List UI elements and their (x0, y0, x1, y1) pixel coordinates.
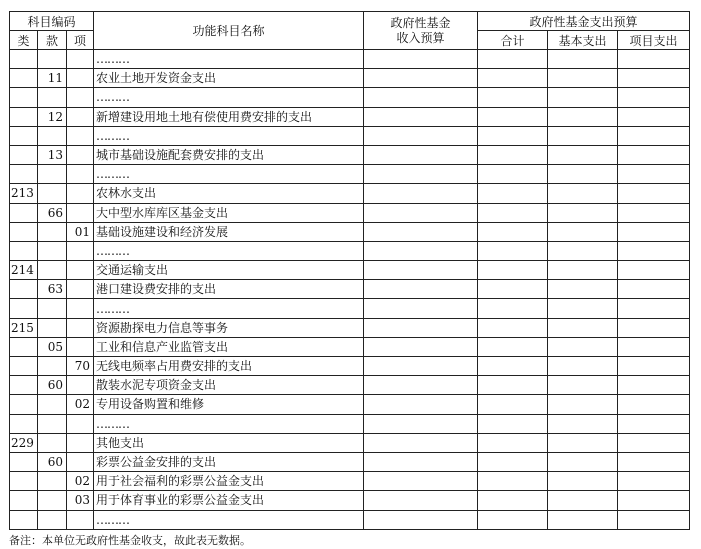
kuan-code-cell (38, 50, 67, 69)
project-cell (618, 88, 690, 107)
income-cell (364, 433, 478, 452)
table-body (10, 50, 690, 530)
income-cell (364, 472, 478, 491)
income-cell (364, 299, 478, 318)
subject-name-cell: 彩票公益金安排的支出 (94, 452, 364, 471)
income-cell (364, 452, 478, 471)
total-cell (478, 395, 548, 414)
table-row (10, 280, 690, 299)
income-cell (364, 126, 478, 145)
xiang-code-cell (67, 510, 94, 529)
basic-cell (548, 203, 618, 222)
table-row (10, 433, 690, 452)
subject-name-cell: 散装水泥专项资金支出 (94, 376, 364, 395)
kuan-code-cell (38, 165, 67, 184)
income-cell (364, 165, 478, 184)
lei-code-cell (10, 337, 38, 356)
project-cell (618, 395, 690, 414)
subject-name-cell: 农林水支出 (94, 184, 364, 203)
project-cell (618, 510, 690, 529)
income-cell (364, 241, 478, 260)
subject-name-cell: 基础设施建设和经济发展 (94, 222, 364, 241)
xiang-code-cell (67, 452, 94, 471)
subject-name-cell: ……… (94, 510, 364, 529)
total-cell (478, 88, 548, 107)
basic-cell (548, 452, 618, 471)
income-cell (364, 222, 478, 241)
income-cell (364, 88, 478, 107)
project-cell (618, 261, 690, 280)
total-cell (478, 50, 548, 69)
income-header-line1: 政府性基金 (390, 15, 451, 30)
lei-code-cell: 214 (10, 261, 38, 280)
xiang-code-cell (67, 241, 94, 260)
lei-header: 类 (10, 31, 38, 50)
subject-name-cell: ……… (94, 299, 364, 318)
xiang-code-cell: 70 (67, 357, 94, 376)
xiang-code-cell (67, 299, 94, 318)
basic-cell (548, 433, 618, 452)
table-row (10, 299, 690, 318)
subject-name-cell: ……… (94, 88, 364, 107)
income-cell (364, 357, 478, 376)
total-cell (478, 318, 548, 337)
kuan-code-cell (38, 318, 67, 337)
kuan-code-cell (38, 88, 67, 107)
lei-code-cell: 229 (10, 433, 38, 452)
project-cell (618, 337, 690, 356)
subject-name-cell: 资源勘探电力信息等事务 (94, 318, 364, 337)
xiang-code-cell (67, 145, 94, 164)
lei-code-cell (10, 88, 38, 107)
lei-code-cell (10, 107, 38, 126)
kuan-code-cell (38, 395, 67, 414)
income-cell (364, 107, 478, 126)
lei-code-cell (10, 126, 38, 145)
basic-cell (548, 50, 618, 69)
total-cell (478, 299, 548, 318)
xiang-code-cell: 02 (67, 472, 94, 491)
basic-cell (548, 165, 618, 184)
subject-name-cell: 用于社会福利的彩票公益金支出 (94, 472, 364, 491)
project-cell (618, 376, 690, 395)
kuan-code-cell (38, 357, 67, 376)
basic-cell (548, 414, 618, 433)
basic-cell (548, 69, 618, 88)
basic-cell (548, 145, 618, 164)
kuan-header: 款 (38, 31, 67, 50)
code-group-header: 科目编码 (10, 12, 94, 31)
total-cell (478, 452, 548, 471)
kuan-code-cell: 11 (38, 69, 67, 88)
xiang-code-cell (67, 337, 94, 356)
kuan-code-cell: 66 (38, 203, 67, 222)
lei-code-cell (10, 145, 38, 164)
project-cell (618, 203, 690, 222)
lei-code-cell (10, 452, 38, 471)
subject-name-cell: ……… (94, 241, 364, 260)
table-row (10, 184, 690, 203)
xiang-code-cell (67, 280, 94, 299)
expense-group-header: 政府性基金支出预算 (478, 12, 690, 31)
xiang-code-cell (67, 50, 94, 69)
subject-name-cell: 无线电频率占用费安排的支出 (94, 357, 364, 376)
kuan-code-cell: 60 (38, 452, 67, 471)
income-cell (364, 261, 478, 280)
kuan-code-cell: 05 (38, 337, 67, 356)
kuan-code-cell (38, 472, 67, 491)
basic-cell (548, 241, 618, 260)
basic-cell (548, 510, 618, 529)
subject-name-cell: 用于体育事业的彩票公益金支出 (94, 491, 364, 510)
project-cell (618, 126, 690, 145)
kuan-code-cell: 63 (38, 280, 67, 299)
xiang-code-cell (67, 165, 94, 184)
footnote: 备注：本单位无政府性基金收支，故此表无数据。 (9, 534, 251, 547)
basic-cell (548, 222, 618, 241)
income-cell (364, 318, 478, 337)
subject-name-cell: 专用设备购置和维修 (94, 395, 364, 414)
table-row (10, 318, 690, 337)
lei-code-cell (10, 50, 38, 69)
xiang-code-cell: 02 (67, 395, 94, 414)
income-cell (364, 491, 478, 510)
project-cell (618, 107, 690, 126)
lei-code-cell (10, 241, 38, 260)
table-row (10, 241, 690, 260)
project-cell (618, 357, 690, 376)
total-cell (478, 357, 548, 376)
income-cell (364, 510, 478, 529)
basic-cell (548, 126, 618, 145)
basic-cell (548, 261, 618, 280)
table-row (10, 88, 690, 107)
name-header: 功能科目名称 (94, 12, 364, 50)
total-cell (478, 203, 548, 222)
total-cell (478, 491, 548, 510)
project-cell (618, 145, 690, 164)
project-header: 项目支出 (618, 31, 690, 50)
total-cell (478, 337, 548, 356)
kuan-code-cell (38, 433, 67, 452)
total-cell (478, 107, 548, 126)
xiang-code-cell (67, 261, 94, 280)
subject-name-cell: 大中型水库库区基金支出 (94, 203, 364, 222)
income-cell (364, 395, 478, 414)
kuan-code-cell: 60 (38, 376, 67, 395)
subject-name-cell: ……… (94, 414, 364, 433)
kuan-code-cell (38, 241, 67, 260)
basic-cell (548, 472, 618, 491)
xiang-header: 项 (67, 31, 94, 50)
project-cell (618, 491, 690, 510)
table-row (10, 261, 690, 280)
income-header-line2: 收入预算 (396, 30, 445, 45)
project-cell (618, 433, 690, 452)
table-row (10, 50, 690, 69)
lei-code-cell (10, 203, 38, 222)
project-cell (618, 472, 690, 491)
subject-name-cell: ……… (94, 126, 364, 145)
project-cell (618, 50, 690, 69)
kuan-code-cell (38, 184, 67, 203)
xiang-code-cell (67, 69, 94, 88)
xiang-code-cell (67, 126, 94, 145)
kuan-code-cell (38, 222, 67, 241)
lei-code-cell (10, 299, 38, 318)
total-header: 合计 (478, 31, 548, 50)
basic-cell (548, 88, 618, 107)
kuan-code-cell (38, 414, 67, 433)
table-row (10, 452, 690, 471)
lei-code-cell (10, 395, 38, 414)
lei-code-cell (10, 491, 38, 510)
kuan-code-cell: 12 (38, 107, 67, 126)
basic-header: 基本支出 (548, 31, 618, 50)
table-row (10, 337, 690, 356)
income-cell (364, 337, 478, 356)
table-row (10, 165, 690, 184)
total-cell (478, 280, 548, 299)
lei-code-cell: 213 (10, 184, 38, 203)
lei-code-cell (10, 510, 38, 529)
project-cell (618, 280, 690, 299)
project-cell (618, 414, 690, 433)
income-cell (364, 414, 478, 433)
total-cell (478, 433, 548, 452)
xiang-code-cell: 03 (67, 491, 94, 510)
project-cell (618, 222, 690, 241)
project-cell (618, 165, 690, 184)
lei-code-cell (10, 376, 38, 395)
table-row (10, 126, 690, 145)
project-cell (618, 241, 690, 260)
lei-code-cell: 215 (10, 318, 38, 337)
basic-cell (548, 318, 618, 337)
lei-code-cell (10, 222, 38, 241)
table-row (10, 222, 690, 241)
total-cell (478, 184, 548, 203)
income-cell (364, 184, 478, 203)
total-cell (478, 69, 548, 88)
table-row (10, 395, 690, 414)
xiang-code-cell (67, 203, 94, 222)
income-cell (364, 376, 478, 395)
basic-cell (548, 491, 618, 510)
table-row (10, 203, 690, 222)
total-cell (478, 261, 548, 280)
table-row (10, 357, 690, 376)
project-cell (618, 452, 690, 471)
total-cell (478, 145, 548, 164)
table-row (10, 69, 690, 88)
income-cell (364, 50, 478, 69)
basic-cell (548, 299, 618, 318)
lei-code-cell (10, 472, 38, 491)
lei-code-cell (10, 414, 38, 433)
table-row (10, 376, 690, 395)
basic-cell (548, 337, 618, 356)
total-cell (478, 376, 548, 395)
xiang-code-cell (67, 107, 94, 126)
project-cell (618, 299, 690, 318)
subject-name-cell: ……… (94, 165, 364, 184)
total-cell (478, 165, 548, 184)
project-cell (618, 184, 690, 203)
total-cell (478, 414, 548, 433)
subject-name-cell: 港口建设费安排的支出 (94, 280, 364, 299)
project-cell (618, 69, 690, 88)
xiang-code-cell (67, 184, 94, 203)
kuan-code-cell (38, 491, 67, 510)
lei-code-cell (10, 357, 38, 376)
basic-cell (548, 280, 618, 299)
total-cell (478, 222, 548, 241)
subject-name-cell: 交通运输支出 (94, 261, 364, 280)
lei-code-cell (10, 165, 38, 184)
kuan-code-cell (38, 126, 67, 145)
table-row (10, 491, 690, 510)
table-row (10, 145, 690, 164)
kuan-code-cell (38, 299, 67, 318)
total-cell (478, 241, 548, 260)
subject-name-cell: 工业和信息产业监管支出 (94, 337, 364, 356)
basic-cell (548, 376, 618, 395)
fund-budget-table (9, 11, 690, 530)
xiang-code-cell (67, 414, 94, 433)
total-cell (478, 472, 548, 491)
header-row-1 (10, 12, 690, 31)
kuan-code-cell (38, 261, 67, 280)
total-cell (478, 510, 548, 529)
income-cell (364, 145, 478, 164)
subject-name-cell: 新增建设用地土地有偿使用费安排的支出 (94, 107, 364, 126)
subject-name-cell: ……… (94, 50, 364, 69)
income-cell (364, 280, 478, 299)
subject-name-cell: 城市基础设施配套费安排的支出 (94, 145, 364, 164)
table-row (10, 472, 690, 491)
income-cell (364, 203, 478, 222)
kuan-code-cell (38, 510, 67, 529)
income-header (364, 12, 478, 50)
lei-code-cell (10, 280, 38, 299)
income-cell (364, 69, 478, 88)
xiang-code-cell (67, 433, 94, 452)
table-row (10, 414, 690, 433)
xiang-code-cell (67, 376, 94, 395)
xiang-code-cell (67, 318, 94, 337)
basic-cell (548, 395, 618, 414)
xiang-code-cell: 01 (67, 222, 94, 241)
subject-name-cell: 其他支出 (94, 433, 364, 452)
table-row (10, 107, 690, 126)
xiang-code-cell (67, 88, 94, 107)
total-cell (478, 126, 548, 145)
lei-code-cell (10, 69, 38, 88)
basic-cell (548, 107, 618, 126)
subject-name-cell: 农业土地开发资金支出 (94, 69, 364, 88)
kuan-code-cell: 13 (38, 145, 67, 164)
basic-cell (548, 184, 618, 203)
table-row (10, 510, 690, 529)
basic-cell (548, 357, 618, 376)
project-cell (618, 318, 690, 337)
